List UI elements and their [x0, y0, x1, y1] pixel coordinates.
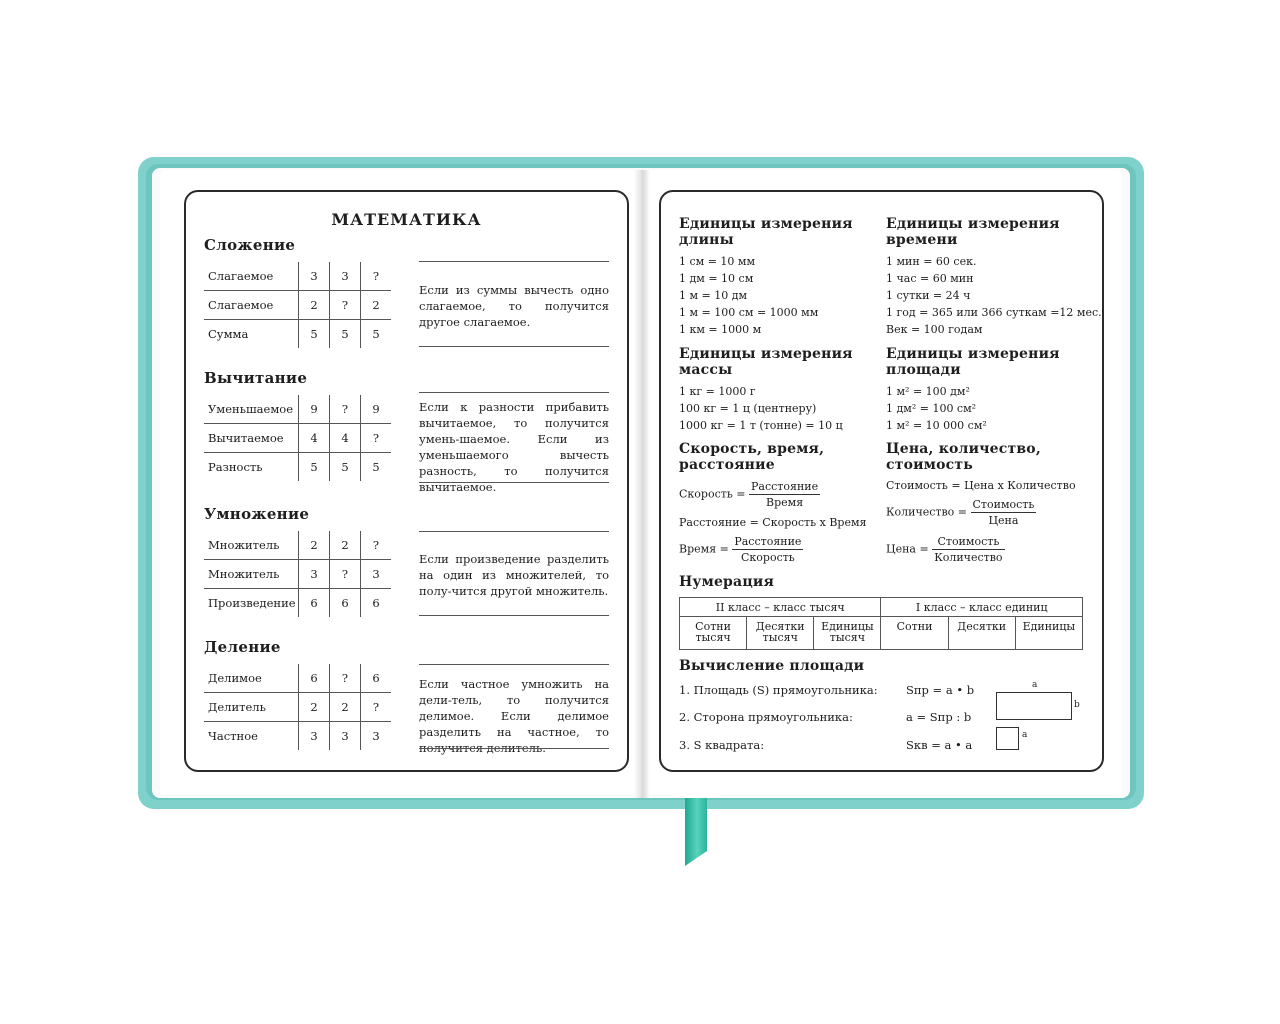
table-row: Разность 5 5 5 — [204, 453, 391, 482]
numeration-table — [679, 597, 1083, 650]
area-units: Единицы измерения площади 1 м² = 100 дм² 1 дм² = 100 см² 1 м² = 10 000 см² — [886, 346, 1060, 432]
price-heading: Цена, количество, стоимость — [886, 441, 1041, 473]
note-rule — [419, 346, 609, 347]
division-heading: Деление — [204, 638, 281, 656]
table-row: Слагаемое 2 ? 2 — [204, 291, 391, 320]
table-row — [680, 598, 1083, 617]
addition-heading: Сложение — [204, 236, 296, 254]
note-rule — [419, 531, 609, 532]
rect-side-a: a — [1032, 680, 1038, 690]
mass-units: Единицы измерения массы 1 кг = 1000 г 100 кг = 1 ц (центнеру) 1000 кг = 1 т (тонне) = 10 ц — [679, 346, 853, 432]
table-row: Частное 3 3 3 — [204, 722, 391, 751]
note-rule — [419, 664, 609, 665]
table-row: Уменьшаемое 9 ? 9 — [204, 395, 391, 424]
multiplication-table — [204, 531, 391, 617]
subtraction-heading: Вычитание — [204, 369, 308, 387]
thousands-class: II класс – класс тысяч — [680, 598, 881, 617]
length-heading: Единицы измерения длины — [679, 216, 853, 248]
page-title: МАТЕМАТИКА — [331, 210, 482, 229]
square-side-a: a — [1022, 730, 1028, 740]
addition-table — [204, 262, 391, 348]
note-rule — [419, 748, 609, 749]
time-formula: Время = $\frac{\text{Расстояние}}{\text{Скорость}}$ — [679, 535, 802, 564]
multiplication-heading: Умножение — [204, 505, 310, 523]
multiplication-note: Если произведение разделить на один из множителей, то полу-чится другой множитель. — [419, 552, 609, 598]
area-calc-item-2: 2. Сторона прямоугольника: — [679, 710, 853, 724]
reference-panel — [659, 190, 1104, 772]
division-table — [204, 664, 391, 750]
square-diagram — [996, 727, 1019, 750]
area-calc-item-1: 1. Площадь (S) прямоугольника: — [679, 683, 878, 697]
book-gutter — [634, 170, 650, 798]
table-row: Сотни тысяч Десятки тысяч Единицы тысяч Сотни Десятки Единицы — [680, 617, 1083, 650]
note-rule — [419, 615, 609, 616]
subtraction-table — [204, 395, 391, 481]
motion-section — [679, 441, 824, 473]
time-heading: Единицы измерения времени — [886, 216, 1060, 248]
motion-heading: Скорость, время, расстояние — [679, 441, 825, 473]
table-row: Сумма 5 5 5 — [204, 320, 391, 349]
area-calc-heading: Вычисление площади — [679, 658, 865, 674]
table-row: Делимое 6 ? 6 — [204, 664, 391, 693]
area-formula-2: a = Sпр : b — [906, 710, 972, 724]
table-row: Делитель 2 2 ? — [204, 693, 391, 722]
length-units: Единицы измерения длины 1 см = 10 мм 1 дм = 10 см 1 м = 10 дм 1 м = 100 см = 1000 мм 1 км = 1000 м — [679, 216, 853, 336]
table-row: Произведение 6 6 6 — [204, 589, 391, 618]
subtraction-note: Если к разности прибавить вычитаемое, то получится умень-шаемое. Если из уменьшаемого вычесть разность, то получится вычитаемое. — [419, 400, 609, 494]
table-row: Слагаемое 3 3 ? — [204, 262, 391, 291]
speed-formula: Скорость = $\frac{\text{Расстояние}}{\text{Время}}$ — [679, 480, 819, 509]
price-formula: Цена = $\frac{\text{Стоимость}}{\text{Количество}}$ — [886, 535, 1003, 564]
area-formula-3: Sкв = a • a — [906, 738, 973, 752]
note-rule — [419, 261, 609, 262]
price-section — [886, 441, 1041, 473]
table-row: Множитель 3 ? 3 — [204, 560, 391, 589]
distance-formula: Расстояние = Скорость х Время — [679, 516, 867, 529]
table-row: Вычитаемое 4 4 ? — [204, 424, 391, 453]
time-units: Единицы измерения времени 1 мин = 60 сек. 1 час = 60 мин 1 сутки = 24 ч 1 год = 365 или 366 суткам =12 мес. Век = 100 годам — [886, 216, 1102, 336]
area-units-heading: Единицы измерения площади — [886, 346, 1060, 378]
math-panel — [184, 190, 629, 772]
units-class: I класс – класс единиц — [881, 598, 1083, 617]
area-formula-1: Sпр = a • b — [906, 683, 975, 697]
rect-side-b: b — [1074, 700, 1080, 710]
cost-formula: Стоимость = Цена х Количество — [886, 479, 1076, 492]
area-calc-item-3: 3. S квадрата: — [679, 738, 765, 752]
numeration-heading: Нумерация — [679, 574, 774, 590]
note-rule — [419, 482, 609, 483]
division-note: Если частное умножить на дели-тель, то получится делимое. Если делимое разделить на частное, то получится делитель. — [419, 677, 609, 755]
quantity-formula: Количество = $\frac{\text{Стоимость}}{\text{Цена}}$ — [886, 498, 1035, 527]
table-row: Множитель 2 2 ? — [204, 531, 391, 560]
bookmark-ribbon[interactable] — [685, 798, 707, 866]
mass-heading: Единицы измерения массы — [679, 346, 853, 378]
note-rule — [419, 392, 609, 393]
addition-note: Если из суммы вычесть одно слагаемое, то получится другое слагаемое. — [419, 283, 609, 329]
rectangle-diagram — [996, 692, 1072, 720]
